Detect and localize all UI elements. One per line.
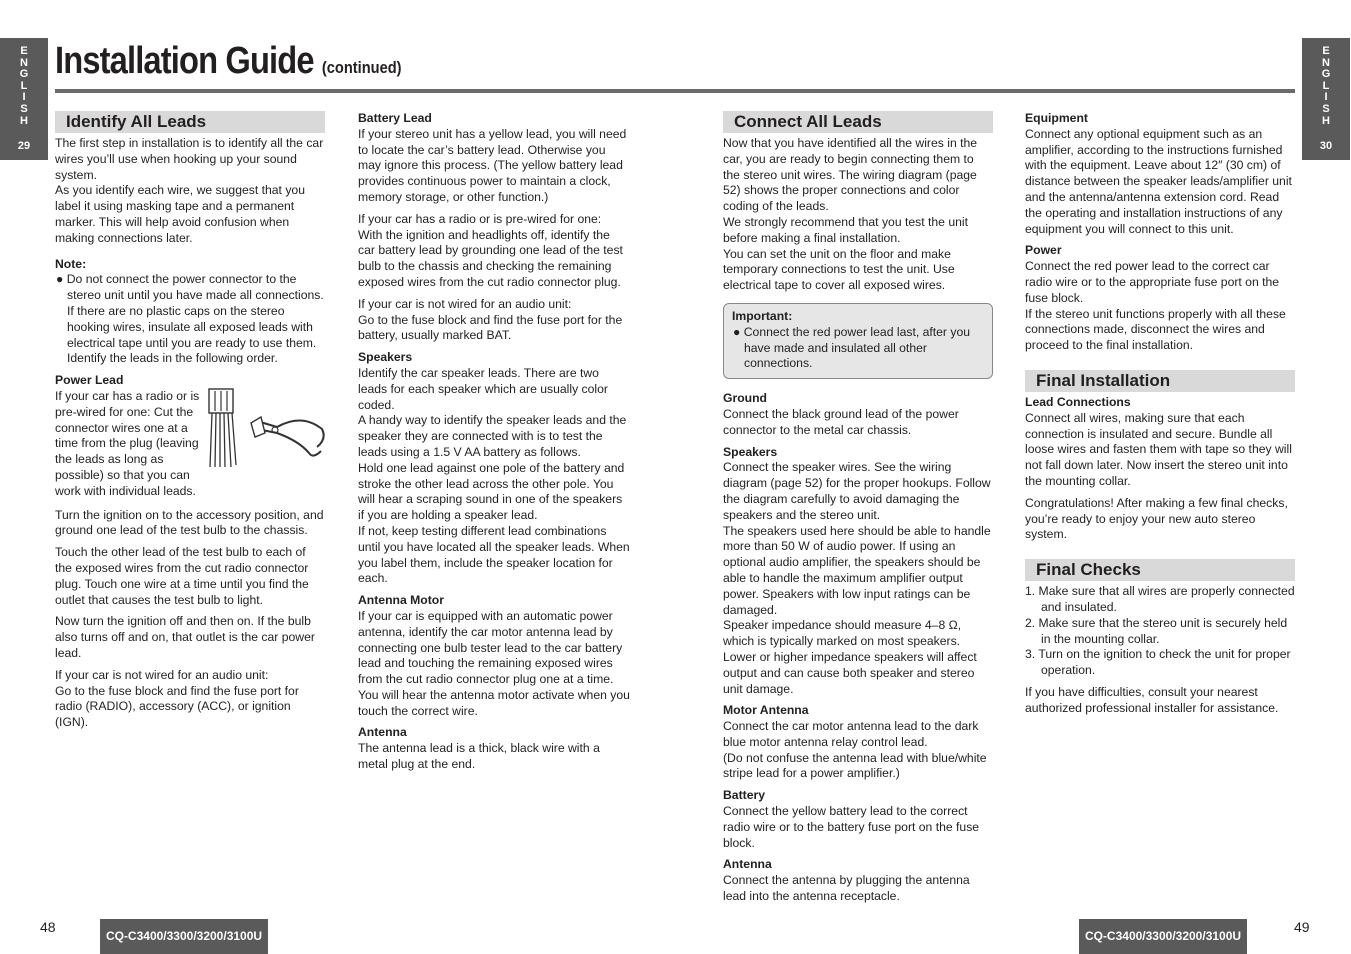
list-item: 1. Make sure that all wires are properly connected and insulated. [1025,584,1295,614]
page-number-left: 48 [40,919,56,935]
final-checks-list [1025,584,1295,679]
paragraph: A handy way to identify the speaker leads and the speaker they are connected with is to test the leads using a 1.5 V AA battery as follows. [358,413,627,459]
paragraph: Speaker impedance should measure 4–8 Ω, which is typically marked on most speakers. Lower or higher impedance speakers will affect output and can cause both speaker and stereo unit damage. [723,618,977,696]
paragraph: The first step in installation is to identify all the car wires you’ll use when hooking up your sound system. [55,136,324,182]
language-tab-letters: E N G L I S H [1321,45,1331,127]
important-text: ● Connect the red power lead last, after you have made and insulated all other connections. [733,324,971,371]
paragraph: If your car has a radio or is pre-wired for one: Cut the connector wires one at a time from the plug (leaving the leads as long as possible) so that you can work with individual leads. [55,388,200,498]
section-heading-final-installation: Final Installation [1025,370,1295,392]
subheading-antenna-motor: Antenna Motor [358,593,444,608]
model-badge-right: CQ-C3400/3300/3200/3100U [1079,919,1247,954]
language-tab-left [0,38,48,160]
column-identify-leads [55,111,325,737]
subheading-battery: Battery [723,788,765,803]
column-battery-speakers [358,111,630,779]
language-tab-letters: E N G L I S H [19,45,29,127]
paragraph: Connect any optional equipment such as an amplifier, according to the instructions furnished with the equipment. Leave about 12″ (30 cm) of distance between the speaker leads/amplifier unit and the antenna/antenna extension cord. Read the operating and installation instructions of any equipment you will connect to this unit. [1025,126,1292,236]
list-item: 3. Turn on the ignition to check the unit for proper operation. [1025,647,1291,678]
section-heading-final-checks: Final Checks [1025,559,1295,581]
title-main: Installation Guide [55,40,314,82]
paragraph: Now that you have identified all the wires in the car, you are ready to begin connecting them to the stereo unit wires. The wiring diagram (page 52) shows the proper connections and color coding of the leads. [723,136,978,214]
important-label: Important: [732,308,793,323]
paragraph: If not, keep testing different lead combinations until you have located all the speaker leads. When you label them, include the speaker location for each. [358,523,630,586]
column-connect-leads [723,111,993,911]
paragraph: Touch the other lead of the test bulb to each of the exposed wires from the cut radio connector plug. Touch one wire at a time until you find the outlet that causes the test bulb to light. [55,545,309,607]
paragraph: Turn the ignition on to the accessory position, and ground one lead of the test bulb to the chassis. [55,507,324,538]
paragraph: Hold one lead against one pole of the battery and stroke the other lead across the other pole. You will hear a scraping sound in one of the speakers if you are holding a speaker lead. [358,460,625,523]
paragraph: If your car is not wired for an audio unit: Go to the fuse block and find the fuse port for radio (RADIO), accessory (ACC), or ignition (IGN). [55,667,299,730]
paragraph: Connect the speaker wires. See the wiring diagram (page 52) for the proper hookups. Follow the diagram carefully to avoid damaging the speakers and the stereo unit. [723,460,991,522]
subheading-lead-connections: Lead Connections [1025,394,1131,409]
paragraph: Congratulations! After making a few final checks, you’re ready to enjoy your new auto stereo system. [1025,495,1288,542]
power-lead-block [55,389,325,500]
subheading-battery-lead: Battery Lead [358,111,432,125]
subheading-ground: Ground [723,391,768,406]
section-heading-identify: Identify All Leads [55,111,325,133]
subheading-motor-antenna: Motor Antenna [723,703,809,718]
title-rule [55,89,1295,93]
paragraph: Connect the black ground lead of the power connector to the metal car chassis. [723,406,959,437]
list-item: 2. Make sure that the stereo unit is securely held in the mounting collar. [1025,615,1288,646]
page-number-right: 49 [1294,919,1310,935]
paragraph: Connect the car motor antenna lead to the dark blue motor antenna relay control lead. [723,719,979,749]
paragraph: If your stereo unit has a yellow lead, you will need to locate the car’s battery lead. Otherwise you may ignore this process. (The yellow battery lead provides continuous power to maintain a clock, memory storage, or other function.) [358,126,627,204]
paragraph: Connect the red power lead to the correct car radio wire or to the appropriate fuse port on the fuse block. [1025,259,1280,305]
section-heading-connect: Connect All Leads [723,111,993,133]
wire-cutter-icon [247,407,327,463]
paragraph: Identify the car speaker leads. There are two leads for each speaker which are usually color coded. [358,365,608,412]
note-text: ● Do not connect the power connector to the stereo unit until you have made all connections. If there are no plastic caps on the stereo hooking wires, insulate all exposed leads with electrical tape until you are ready to use them. Identify the leads in the following order. [56,272,324,366]
paragraph: We strongly recommend that you test the unit before making a final installation. [723,214,968,245]
paragraph: If your car is equipped with an automatic power antenna, identify the car motor antenna lead by connecting one bulb tester lead to the car battery lead and touching the remaining exposed wires from the cut radio connector plug one at a time. You will hear the antenna motor activate when you touch the correct wire. [358,608,630,718]
paragraph: As you identify each wire, we suggest that you label it using masking tape and a permanent marker. This will help avoid confusion when making connections later. [55,183,305,245]
paragraph: Connect all wires, making sure that each connection is insulated and secure. Bundle all loose wires and fasten them with tape so they will not fall down later. Now insert the stereo unit into the mounting collar. [1025,410,1292,488]
paragraph: The speakers used here should be able to handle more than 50 W of audio power. If using an optional audio amplifier, the speakers should be able to handle the maximum amplifier output power. Speakers with low input ratings can be damaged. [723,523,991,617]
paragraph: If your car is not wired for an audio unit: Go to the fuse block and find the fuse port for the battery, usually marked BAT. [358,296,623,343]
paragraph: The antenna lead is a thick, black wire with a metal plug at the end. [358,741,600,772]
subheading-power-lead: Power Lead [55,373,124,388]
section-page-number-right: 30 [1319,140,1333,152]
connector-plug-icon [205,387,239,471]
paragraph: You can set the unit on the floor and make temporary connections to test the unit. Use electrical tape to cover all exposed wires. [723,246,955,293]
title-suffix: (continued) [321,58,402,77]
paragraph: If you have difficulties, consult your nearest authorized professional installer for assistance. [1025,684,1279,715]
language-tab-right [1302,38,1350,160]
page-title [55,40,402,83]
paragraph: If your car has a radio or is pre-wired for one: With the ignition and headlights off, identify the car battery lead by grounding one lead of the test bulb to the chassis and checking the remaining exposed wires from the cut radio connector plug. [358,211,623,289]
section-page-number-left: 29 [17,140,31,152]
subheading-power: Power [1025,243,1062,258]
subheading-speakers: Speakers [358,350,413,365]
note-label: Note: [55,256,87,271]
paragraph: If the stereo unit functions properly with all these connections made, disconnect the wires and proceed to the final installation. [1025,306,1286,353]
paragraph: Connect the yellow battery lead to the correct radio wire or to the battery fuse port on the fuse block. [723,804,980,850]
subheading-antenna: Antenna [358,725,407,740]
paragraph: (Do not confuse the antenna lead with blue/white stripe lead for a power amplifier.) [723,750,987,781]
subheading-equipment: Equipment [1025,111,1088,125]
paragraph: Connect the antenna by plugging the antenna lead into the antenna receptacle. [723,873,970,904]
model-badge-left: CQ-C3400/3300/3200/3100U [100,919,268,954]
subheading-antenna: Antenna [723,857,772,872]
paragraph: Now turn the ignition off and then on. If the bulb also turns off and on, that outlet is the car power lead. [55,614,315,660]
important-callout [723,303,993,379]
column-equipment-final [1025,111,1295,723]
subheading-speakers: Speakers [723,444,778,459]
